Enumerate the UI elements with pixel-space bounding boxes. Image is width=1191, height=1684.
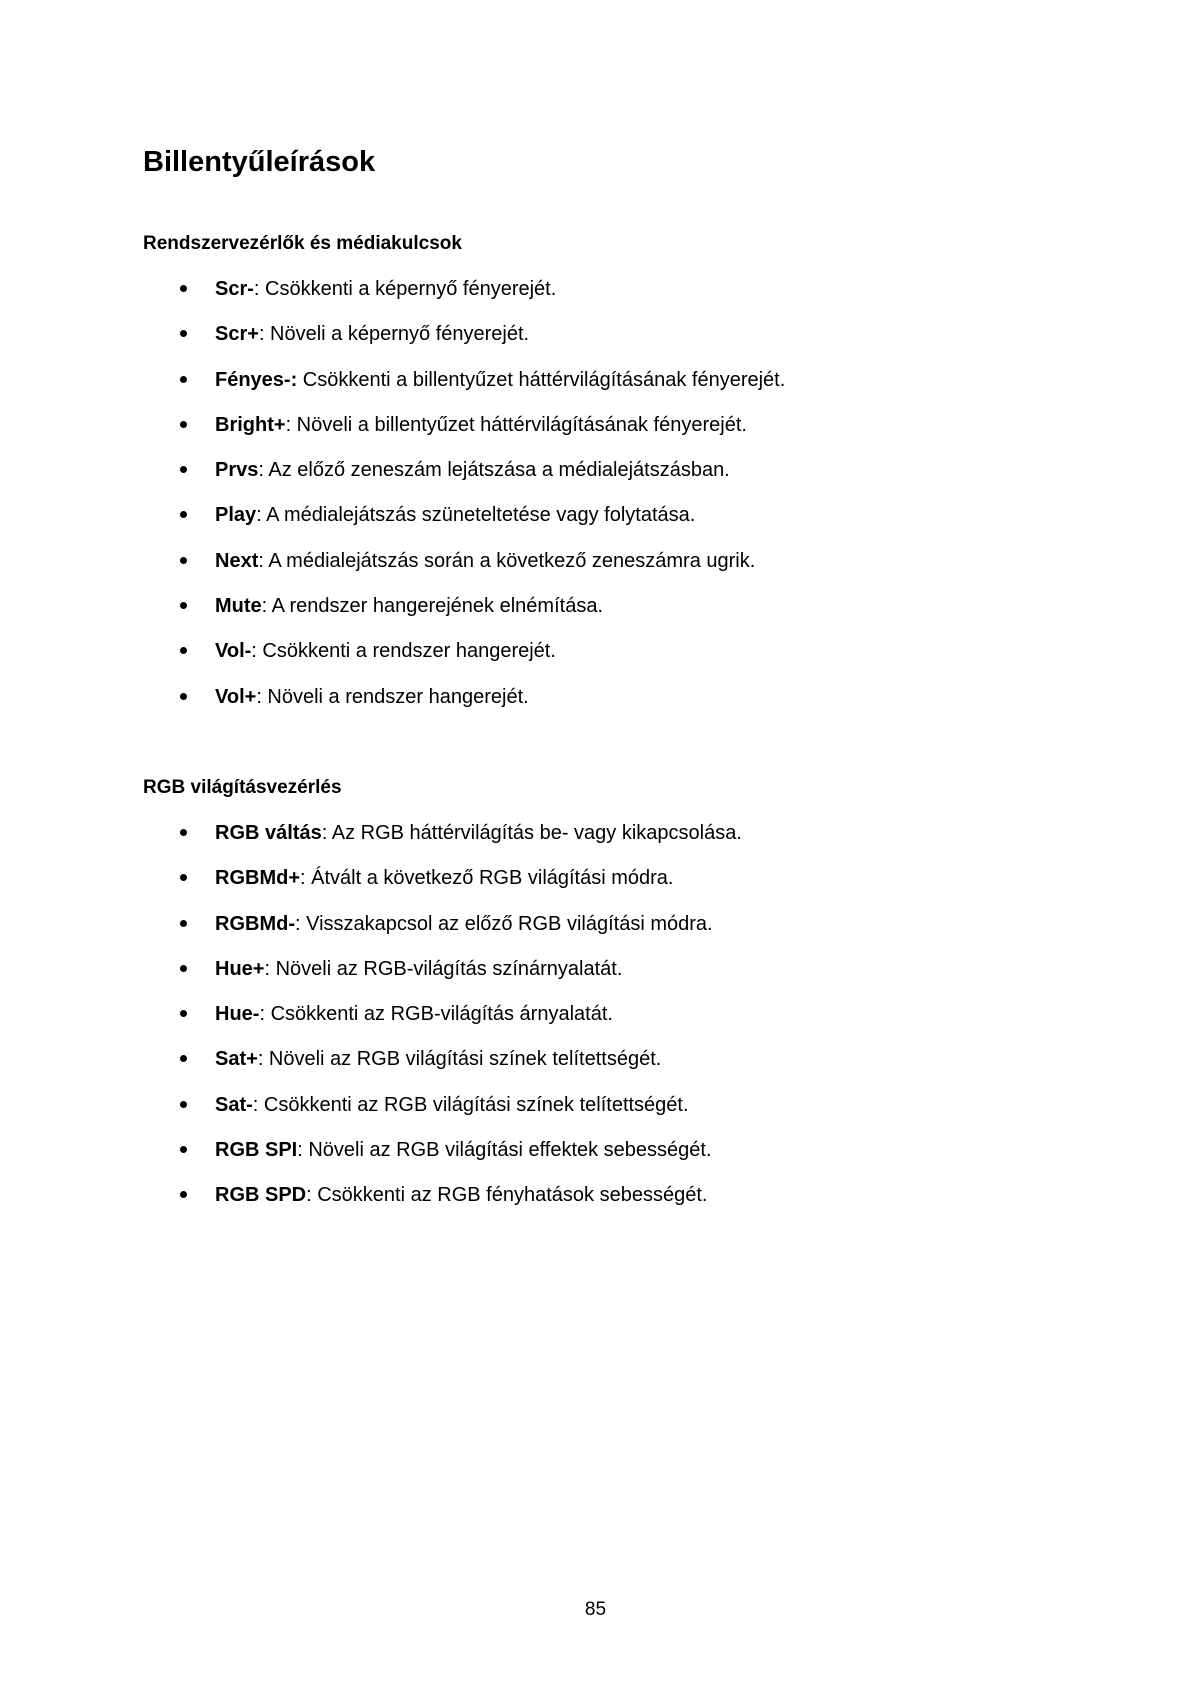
key-name: Bright+ xyxy=(215,413,286,436)
key-description: : A médialejátszás szüneteltetése vagy folytatása. xyxy=(256,504,696,527)
key-description: : Visszakapcsol az előző RGB világítási módra. xyxy=(294,912,713,935)
key-description: : Az RGB háttérvilágítás be- vagy kikapcsolása. xyxy=(321,822,742,844)
bullet-icon xyxy=(180,421,187,428)
key-description: : Növeli a rendszer hangerejét. xyxy=(256,685,529,708)
bullet-icon xyxy=(180,1191,187,1198)
key-name: Scr- xyxy=(215,278,254,300)
bullet-icon xyxy=(180,1146,187,1153)
bullet-icon xyxy=(180,829,187,836)
key-description: : Csökkenti a képernyő fényerejét. xyxy=(253,278,557,300)
key-description: Csökkenti a billentyűzet háttérvilágításának fényerejét. xyxy=(297,368,786,391)
key-name: Hue+ xyxy=(215,957,265,980)
bullet-icon xyxy=(180,285,187,292)
key-description: : Csökkenti az RGB fényhatások sebességét. xyxy=(306,1184,708,1207)
bullet-icon xyxy=(180,511,187,518)
key-name: Sat+ xyxy=(215,1048,258,1071)
key-description: : Növeli a billentyűzet háttérvilágításának fényerejét. xyxy=(285,413,747,436)
key-description: : Csökkenti a rendszer hangerejét. xyxy=(251,640,556,663)
bullet-icon xyxy=(180,466,187,473)
bullet-icon xyxy=(180,693,187,700)
bullet-icon xyxy=(180,874,187,881)
bullet-icon xyxy=(180,330,187,337)
bullet-icon xyxy=(180,647,187,654)
key-description: : Növeli az RGB világítási effektek sebességét. xyxy=(297,1139,712,1162)
key-description: : Csökkenti az RGB-világítás árnyalatát. xyxy=(259,1003,613,1026)
page-number: 85 xyxy=(584,1599,607,1620)
key-name: Mute xyxy=(215,595,262,618)
key-name: RGB SPD xyxy=(215,1184,307,1207)
bullet-icon xyxy=(180,920,187,927)
section-heading-rgb-lighting: RGB világításvezérlés xyxy=(143,777,342,798)
key-name: Fényes-: xyxy=(215,368,298,391)
key-description: : Növeli az RGB-világítás színárnyalatát. xyxy=(264,957,623,980)
key-name: RGBMd+ xyxy=(215,867,300,890)
key-description: : A médialejátszás során a következő zeneszámra ugrik. xyxy=(258,549,756,572)
key-name: RGB váltás xyxy=(215,822,322,844)
bullet-icon xyxy=(180,376,187,383)
page-title: Billentyűleírások xyxy=(143,146,376,178)
key-name: RGB SPI xyxy=(215,1139,298,1162)
key-description: : A rendszer hangerejének elnémítása. xyxy=(261,595,603,618)
key-description: : Csökkenti az RGB világítási színek telítettségét. xyxy=(252,1093,689,1116)
key-description: : Átvált a következő RGB világítási módra. xyxy=(300,867,674,890)
key-name: Sat- xyxy=(215,1093,253,1116)
key-name: Prvs xyxy=(215,459,259,482)
key-description: : Növeli a képernyő fényerejét. xyxy=(258,323,530,346)
bullet-icon xyxy=(180,1055,187,1062)
key-name: RGBMd- xyxy=(215,912,295,935)
key-name: Vol+ xyxy=(215,685,257,708)
key-description: : Növeli az RGB világítási színek telítettségét. xyxy=(257,1048,662,1071)
key-name: Play xyxy=(215,504,257,527)
key-description: : Az előző zeneszám lejátszása a médialejátszásban. xyxy=(258,459,730,482)
bullet-icon xyxy=(180,965,187,972)
bullet-icon xyxy=(180,602,187,609)
bullet-icon xyxy=(180,1010,187,1017)
key-name: Hue- xyxy=(215,1003,260,1026)
key-name: Vol- xyxy=(215,640,252,663)
key-name: Scr+ xyxy=(215,323,259,346)
bullet-icon xyxy=(180,1101,187,1108)
key-name: Next xyxy=(215,549,259,572)
section-heading-system-media: Rendszervezérlők és médiakulcsok xyxy=(143,233,462,254)
bullet-icon xyxy=(180,557,187,564)
